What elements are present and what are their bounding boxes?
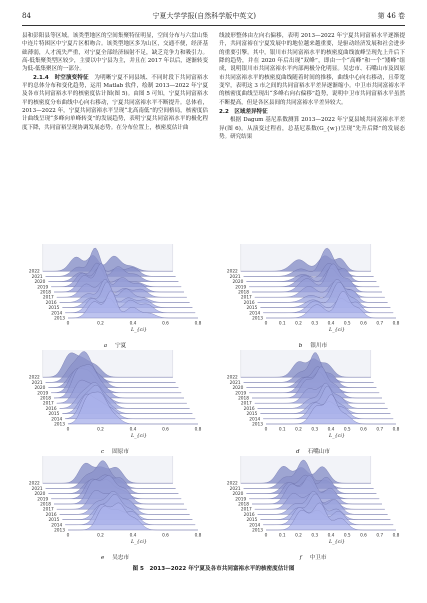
x-tick-label: 0.8	[194, 427, 202, 433]
year-tick-label: 2019	[37, 285, 49, 291]
year-tick-label: 2015	[48, 518, 60, 524]
year-tick-label: 2016	[45, 512, 57, 518]
year-tick-label: 2020	[232, 492, 244, 498]
year-tick-label: 2016	[45, 300, 57, 306]
header-rule	[22, 25, 405, 26]
density-ridge	[68, 392, 198, 424]
x-axis-label: L_{ci}	[329, 328, 345, 333]
year-tick-label: 2021	[229, 380, 241, 386]
paragraph-text: 为明晰宁夏不同县域、不同时段下共同富裕水平的总体分布和变化趋势，运用 Matlab 软件，绘制 2013—2022 年宁夏及各市共同富裕水平的核密度估计图(图 5)。由图 5 可知，宁夏共同富裕水平的核密度分布曲线中心向右移动，宁夏共同富裕水平不断提升。总体看，2013—2022 年，宁夏共同富裕水平呈现“北高南低”的空间格局，核密度估计曲线呈现“多峰向单峰转变”的发展趋势，表明宁夏共同富裕水平的极化程度下降，共同富裕呈现协调发展态势。在分布位置上，核密度估计曲	[22, 74, 208, 131]
year-tick-label: 2013	[252, 528, 263, 534]
x-tick-label: 0.6	[162, 321, 169, 327]
year-tick-label: 2015	[48, 306, 60, 312]
panel-letter: a	[103, 343, 108, 349]
x-axis-label: L_{ci}	[131, 540, 147, 545]
x-tick-label: 0.2	[295, 321, 302, 327]
x-tick-label: 0.1	[278, 321, 286, 327]
x-tick-label: 0	[66, 427, 70, 433]
left-text-column	[22, 32, 208, 132]
year-tick-label: 2013	[252, 422, 263, 428]
panel-name: 石嘴山市	[307, 449, 330, 455]
x-tick-label: 0.3	[311, 427, 319, 433]
x-tick-label: 0.3	[311, 321, 319, 327]
kde-panel-a	[22, 244, 208, 348]
year-tick-label: 2016	[45, 406, 57, 412]
year-tick-label: 2019	[37, 391, 49, 397]
kde-surface	[22, 456, 208, 552]
x-tick-label: 0.8	[392, 427, 400, 433]
x-tick-label: 0	[66, 321, 70, 327]
x-tick-label: 0.4	[327, 533, 335, 539]
kde-panel-d	[220, 350, 406, 454]
year-tick-label: 2022	[226, 375, 238, 381]
x-tick-label: 0	[66, 533, 70, 539]
year-tick-label: 2015	[246, 306, 258, 312]
kde-panel-e	[22, 456, 208, 560]
x-tick-label: 0.6	[360, 321, 367, 327]
x-tick-label: 0.1	[278, 427, 286, 433]
x-tick-label: 0.5	[343, 533, 351, 539]
year-tick-label: 2021	[31, 486, 43, 492]
panel-label	[22, 447, 208, 455]
paragraph: 县和彭阳县等区域。该类型地区的空间集聚特征明显，空间分布与六盘山集中连片特困区中宁夏片区相吻合。该类型地区多为山区，交通不便，经济基础薄弱，人才流失严重，对宁夏全部经济辐射不足，缺乏竞争力和吸引力。高-低集聚类型区较少，主要以中宁县为主，并且在 2017 年以后，逐渐转变为低-低集聚区的一部分。	[22, 33, 208, 73]
x-tick-label: 0.2	[97, 533, 104, 539]
year-tick-label: 2014	[51, 523, 63, 529]
panel-name: 宁夏	[115, 343, 127, 349]
year-tick-label: 2022	[28, 269, 40, 275]
panel-letter: b	[298, 343, 303, 349]
x-axis-label: L_{ci}	[329, 540, 345, 545]
panel-label	[220, 553, 406, 561]
year-tick-label: 2020	[232, 386, 244, 392]
density-ridge	[266, 394, 396, 424]
year-tick-label: 2014	[51, 311, 63, 317]
kde-surface	[220, 244, 406, 340]
kde-surface	[22, 350, 208, 446]
year-tick-label: 2016	[243, 512, 255, 518]
paragraph: 根据 Dagum 基尼系数测算 2013—2022 年宁夏县域共同富裕水平差异(图 6)。从演变过程看，总基尼系数(G_{w})呈现“先升后降”的发展态势。研究结果	[219, 117, 405, 141]
panel-name: 吴忠市	[112, 555, 130, 561]
x-tick-label: 0.7	[376, 533, 384, 539]
x-tick-label: 0	[264, 533, 268, 539]
kde-surface	[220, 350, 406, 446]
year-tick-label: 2016	[243, 406, 255, 412]
year-tick-label: 2022	[226, 269, 238, 275]
paragraph-with-heading	[22, 74, 208, 132]
year-tick-label: 2014	[249, 311, 261, 317]
year-tick-label: 2021	[229, 486, 241, 492]
year-tick-label: 2015	[246, 412, 258, 418]
year-tick-label: 2014	[249, 523, 261, 529]
panel-label	[220, 447, 406, 455]
year-tick-label: 2014	[51, 417, 63, 423]
panel-letter: d	[296, 449, 300, 455]
year-tick-label: 2021	[31, 274, 43, 280]
year-tick-label: 2020	[34, 386, 46, 392]
x-tick-label: 0.3	[311, 533, 319, 539]
year-tick-label: 2013	[54, 528, 65, 534]
x-tick-label: 0.4	[327, 321, 335, 327]
panel-label	[220, 341, 406, 349]
year-tick-label: 2020	[232, 280, 244, 286]
year-tick-label: 2022	[226, 481, 238, 487]
year-tick-label: 2013	[54, 316, 65, 322]
year-tick-label: 2021	[229, 274, 241, 280]
panel-letter: e	[100, 555, 105, 561]
year-tick-label: 2013	[54, 422, 65, 428]
x-axis-label: L_{ci}	[329, 434, 345, 439]
year-tick-label: 2014	[249, 417, 261, 423]
x-tick-label: 0.7	[376, 321, 384, 327]
paragraph: 线波形整体由左向右偏移，表明 2013—2022 年宁夏共同富裕水平逐渐提升，共同富裕在宁夏发展中的地位越来越重要，是驱动经济发展和社会进步的重要引擎。其中，银川市共同富裕水平的核密度曲线波峰呈现先上升后下降的趋势，并在 2020 年后出现“双峰”，即由一个“高峰”和一个“矮峰”组成，说明银川市共同富裕水平内部两极分化明显。吴忠市、石嘴山市及固原市共同富裕水平的核密度曲线随着时间的推移，曲线中心向右移动，且带宽变窄，表明这 3 市之间的共同富裕水平差异逐渐缩小。中卫市共同富裕水平的核密度曲线呈现出“多峰右向右偏移”趋势，说明中卫市共同富裕水平虽然不断提高，但是各区县间的共同富裕水平差异较大。	[219, 33, 405, 106]
year-tick-label: 2022	[28, 481, 40, 487]
volume-label: 第 46 卷	[377, 12, 405, 20]
panel-name: 中卫市	[309, 555, 327, 561]
year-tick-label: 2018	[238, 396, 249, 402]
x-tick-label: 0.5	[343, 321, 351, 327]
panel-name: 银川市	[310, 343, 328, 349]
panel-letter: c	[101, 449, 105, 455]
panel-name: 固原市	[112, 449, 129, 455]
x-tick-label: 0.2	[97, 321, 104, 327]
x-tick-label: 0.6	[162, 533, 169, 539]
x-axis-label: L_{ci}	[131, 434, 147, 439]
year-tick-label: 2018	[238, 502, 249, 508]
x-tick-label: 0.8	[392, 321, 400, 327]
year-tick-label: 2018	[40, 396, 51, 402]
year-tick-label: 2017	[42, 295, 54, 301]
panel-letter: f	[299, 555, 302, 561]
x-tick-label: 0.8	[392, 533, 400, 539]
x-tick-label: 0.8	[194, 321, 202, 327]
x-tick-label: 0.1	[278, 533, 286, 539]
x-tick-label: 0.5	[343, 427, 351, 433]
year-tick-label: 2017	[240, 507, 252, 513]
year-tick-label: 2018	[238, 290, 249, 296]
x-tick-label: 0	[264, 427, 268, 433]
x-tick-label: 0.4	[327, 427, 335, 433]
x-tick-label: 0.2	[295, 427, 302, 433]
x-tick-label: 0.6	[360, 427, 367, 433]
year-tick-label: 2020	[34, 280, 46, 286]
x-tick-label: 0.6	[162, 427, 169, 433]
year-tick-label: 2015	[246, 518, 258, 524]
x-tick-label: 0.4	[129, 427, 137, 433]
section-heading: 2.1.4 时空演变特征	[33, 74, 89, 81]
x-tick-label: 0.8	[194, 533, 202, 539]
x-tick-label: 0.2	[295, 533, 302, 539]
kde-panel-f	[220, 456, 406, 560]
running-header	[22, 9, 405, 23]
journal-title: 宁夏大学学报(自然科学版中英文)	[152, 12, 257, 20]
right-text-column	[219, 32, 405, 141]
kde-surface	[22, 244, 208, 340]
page-number: 84	[22, 12, 31, 20]
year-tick-label: 2017	[42, 401, 54, 407]
year-tick-label: 2017	[42, 507, 54, 513]
x-tick-label: 0.2	[97, 427, 104, 433]
panel-label	[22, 341, 208, 349]
year-tick-label: 2021	[31, 380, 43, 386]
x-tick-label: 0	[264, 321, 268, 327]
x-tick-label: 0.4	[129, 533, 137, 539]
year-tick-label: 2013	[252, 316, 263, 322]
kde-surface	[220, 456, 406, 552]
x-tick-label: 0.6	[360, 533, 367, 539]
kde-panel-b	[220, 244, 406, 348]
year-tick-label: 2019	[235, 391, 247, 397]
year-tick-label: 2018	[40, 290, 51, 296]
year-tick-label: 2015	[48, 412, 60, 418]
x-tick-label: 0.7	[376, 427, 384, 433]
year-tick-label: 2019	[37, 497, 49, 503]
year-tick-label: 2018	[40, 502, 51, 508]
year-tick-label: 2017	[240, 401, 252, 407]
section-heading: 2.2 区域差异特征	[219, 109, 268, 116]
year-tick-label: 2019	[235, 497, 247, 503]
year-tick-label: 2020	[34, 492, 46, 498]
kde-panel-c	[22, 350, 208, 454]
x-tick-label: 0.4	[129, 321, 137, 327]
panel-label	[22, 553, 208, 561]
year-tick-label: 2022	[28, 375, 40, 381]
figure-5	[22, 244, 406, 560]
x-axis-label: L_{ci}	[131, 328, 147, 333]
figure-caption: 图 5 2013—2022 年宁夏及各市共同富裕水平的核密度估计图	[132, 566, 295, 572]
year-tick-label: 2019	[235, 285, 247, 291]
year-tick-label: 2016	[243, 300, 255, 306]
year-tick-label: 2017	[240, 295, 252, 301]
